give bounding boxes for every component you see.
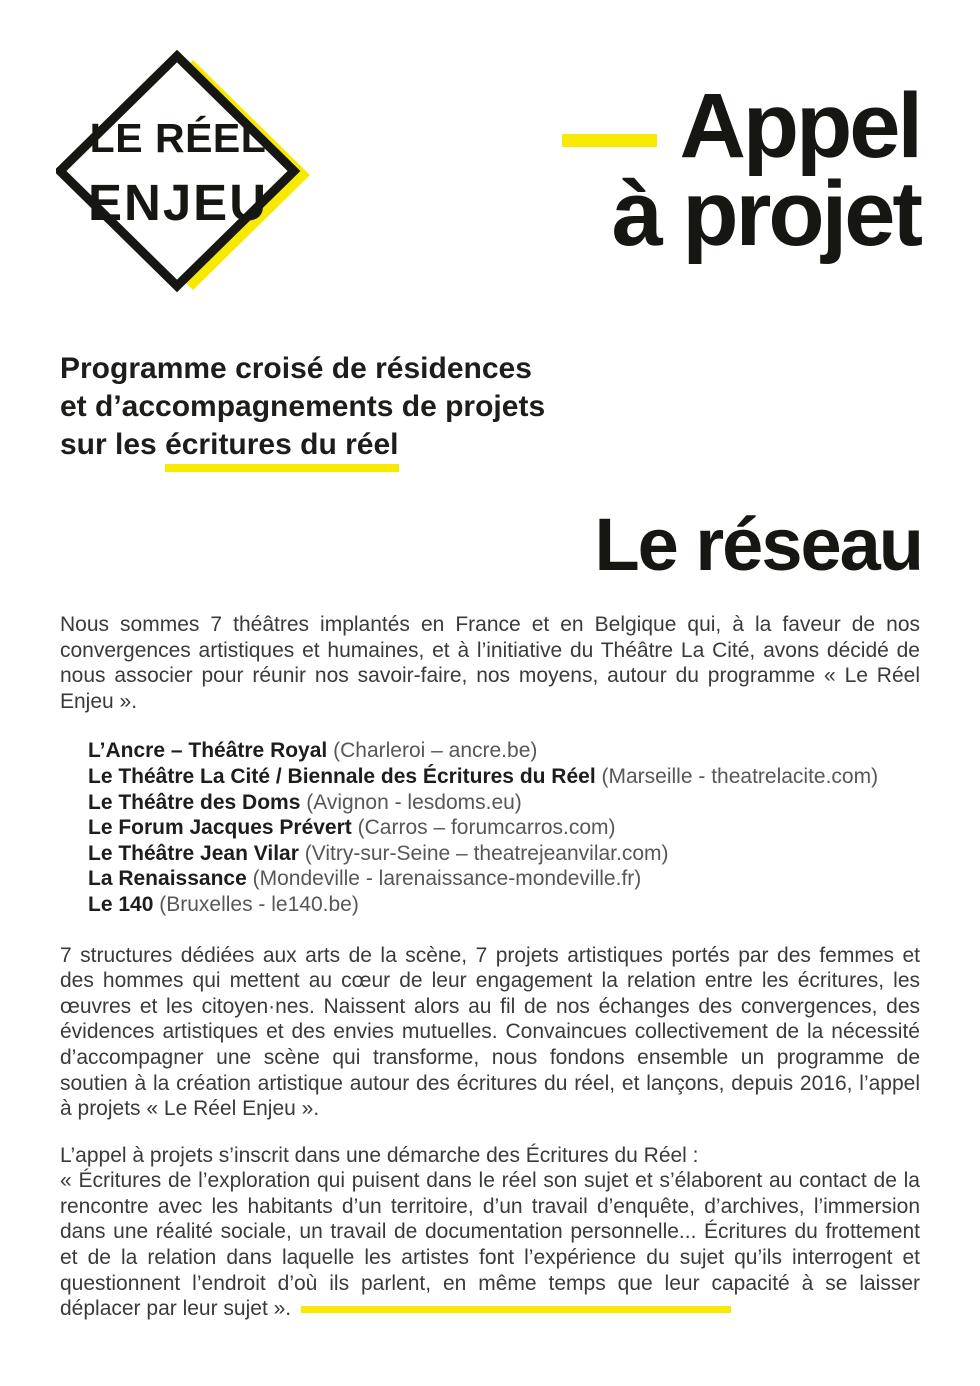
theatre-name: La Renaissance bbox=[88, 867, 247, 891]
theatre-list bbox=[88, 738, 920, 917]
programme-subtitle bbox=[60, 350, 545, 464]
title-line-1 bbox=[562, 75, 920, 177]
demarche-quote-paragraph bbox=[60, 1168, 920, 1322]
theatre-details: (Carros – forumcarros.com) bbox=[357, 816, 616, 840]
page-title bbox=[562, 75, 920, 265]
demarche-block bbox=[60, 1143, 920, 1322]
logo-black-diamond bbox=[60, 56, 294, 286]
title-line-2: à projet bbox=[611, 163, 920, 265]
theatre-details: (Bruxelles - le140.be) bbox=[159, 892, 359, 916]
logo-text-line2: ENJEU bbox=[87, 174, 269, 231]
theatre-details: (Avignon - lesdoms.eu) bbox=[306, 790, 522, 814]
network-paragraph: 7 structures dédiées aux arts de la scène, 7 projets artistiques portés par des femmes et des hommes qui mettent au cœur de leur engagement la relation entre les écritures, les œuvres et les citoyen·nes. Naissent alors au fil de nos échanges des convergences, des évidences artistiques et des envies mutuelles. Convaincues collectivement de la nécessité d’accompagner une scène qui transforme, nous fondons ensemble un programme de soutien à la création artistique autour des écritures du réel, et lançons, depuis 2016, l’appel à projets « Le Réel Enjeu ». bbox=[60, 943, 920, 1121]
theatre-item bbox=[88, 866, 920, 892]
yellow-end-rule bbox=[301, 1306, 731, 1313]
subtitle-line-1: Programme croisé de résidences bbox=[60, 352, 532, 385]
title-word-appel: Appel bbox=[679, 75, 920, 177]
intro-paragraph: Nous sommes 7 théâtres implantés en France et en Belgique qui, à la faveur de nos convergences artistiques et humaines, et à l’initiative du Théâtre La Cité, avons décidé de nous associer pour réunir nos savoir-faire, nos moyens, autour du programme « Le Réel Enjeu ». bbox=[60, 613, 920, 713]
theatre-item bbox=[88, 764, 920, 790]
section-heading: Le réseau bbox=[594, 503, 922, 586]
theatre-name: Le 140 bbox=[88, 892, 154, 916]
demarche-intro-line: L’appel à projets s’inscrit dans une démarche des Écritures du Réel : bbox=[60, 1143, 699, 1167]
theatre-details: (Vitry-sur-Seine – theatrejeanvilar.com) bbox=[304, 841, 669, 865]
logo-text-line1: LE RÉEL bbox=[89, 115, 267, 161]
le-reel-enjeu-logo bbox=[56, 48, 314, 298]
theatre-details: (Mondeville - larenaissance-mondeville.fr) bbox=[252, 867, 642, 891]
subtitle-line-2: et d’accompagnements de projets bbox=[60, 390, 546, 423]
subtitle-line-3-prefix: sur les bbox=[60, 428, 166, 461]
theatre-name: Le Théâtre La Cité / Biennale des Écritures du Réel bbox=[88, 764, 596, 788]
theatre-details: (Charleroi – ancre.be) bbox=[333, 739, 538, 763]
theatre-name: L’Ancre – Théâtre Royal bbox=[88, 739, 328, 763]
body-content bbox=[60, 612, 920, 1322]
theatre-item bbox=[88, 738, 920, 764]
theatre-item bbox=[88, 815, 920, 841]
theatre-item bbox=[88, 841, 920, 867]
subtitle-line-3 bbox=[60, 426, 545, 464]
theatre-item bbox=[88, 790, 920, 816]
yellow-dash-accent bbox=[562, 134, 657, 147]
theatre-details: (Marseille - theatrelacite.com) bbox=[601, 764, 879, 788]
theatre-item bbox=[88, 892, 920, 918]
underlined-phrase: écritures du réel bbox=[165, 428, 399, 461]
theatre-name: Le Théâtre des Doms bbox=[88, 790, 301, 814]
demarche-quote-text: « Écritures de l’exploration qui puisent dans le réel son sujet et s’élaborent au contact de la rencontre avec les habitants d’un territoire, d’un travail d’enquête, d’archives, l’immersion dans une réalité sociale, un travail de documentation personnelle... Écritures du frottement et de la relation dans laquelle les artistes font l’expérience du sujet qu’ils interrogent et questionnent l’endroit d’où ils parlent, en même temps que leur capacité à se laisser déplacer par leur sujet ». bbox=[60, 1169, 920, 1321]
theatre-name: Le Forum Jacques Prévert bbox=[88, 816, 352, 840]
theatre-name: Le Théâtre Jean Vilar bbox=[88, 841, 299, 865]
